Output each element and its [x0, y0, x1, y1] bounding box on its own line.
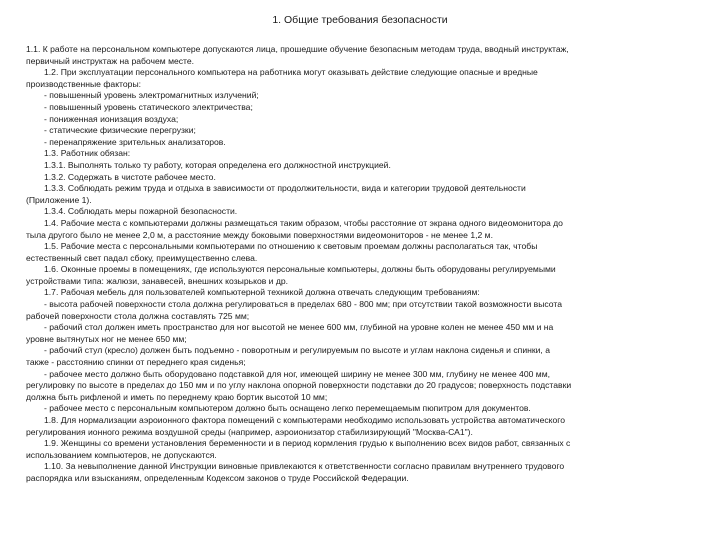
text-line: - перенапряжение зрительных анализаторов.	[44, 136, 226, 147]
text-line: - рабочий стол должен иметь пространство для ног высотой не менее 600 мм, глубиной на уровне колен не менее 450 мм и на	[44, 322, 554, 333]
text-line: - высота рабочей поверхности стола должна регулироваться в пределах 680 - 800 мм; при отсутствии такой возможности высота	[44, 299, 562, 310]
text-line: - повышенный уровень статического электричества;	[44, 101, 253, 112]
text-line: - рабочее место должно быть оборудовано подставкой для ног, имеющей ширину не менее 300 мм, глубину не менее 400 мм,	[44, 368, 550, 379]
text-line: должна быть рифленой и иметь по переднему краю бортик высотой 10 мм;	[26, 391, 328, 402]
text-line: регулирования ионного режима воздушной среды (например, аэроионизатор стабилизирующий "Москва-СА1").	[26, 426, 473, 437]
text-line: 1.5. Рабочие места с персональными компьютерами по отношению к световым проемам должны располагаться так, чтобы	[44, 241, 538, 252]
text-line: использованием компьютеров, не допускаются.	[26, 449, 217, 460]
text-line: 1.3.3. Соблюдать режим труда и отдыха в зависимости от продолжительности, вида и категории трудовой деятельности	[44, 183, 526, 194]
text-line: 1.6. Оконные проемы в помещениях, где используются персональные компьютеры, должны быть оборудованы регулируемыми	[44, 264, 556, 275]
text-line: тыла другого было не менее 2,0 м, а расстояние между боковыми поверхностями видеомониторов - не менее 1,2 м.	[26, 229, 493, 240]
text-line: устройствами типа: жалюзи, занавесей, внешних козырьков и др.	[26, 275, 289, 286]
text-line: 1.10. За невыполнение данной Инструкции виновные привлекаются к ответственности согласно правилам внутреннего трудового	[44, 461, 565, 472]
text-line: - статические физические перегрузки;	[44, 125, 196, 136]
text-line: регулировку по высоте в пределах до 150 мм и по углу наклона опорной поверхности подставки до 20 градусов; поверхность подставки	[26, 380, 572, 391]
section-title: 1. Общие требования безопасности	[272, 14, 448, 26]
text-line: производственные факторы:	[26, 78, 142, 89]
document-body	[26, 44, 698, 485]
text-line: рабочей поверхности стола должна составлять 725 мм;	[26, 310, 250, 321]
text-line: (Приложение 1).	[26, 194, 92, 205]
text-line: - повышенный уровень электромагнитных излучений;	[44, 90, 259, 101]
text-line: первичный инструктаж на рабочем месте.	[26, 55, 195, 66]
text-line: - рабочее место с персональным компьютером должно быть оснащено легко перемещаемым пюпитром для документов.	[44, 403, 531, 414]
text-line: - рабочий стул (кресло) должен быть подъемно - поворотным и регулируемым по высоте и углам наклона сиденья и спинки, а	[44, 345, 550, 356]
text-line: 1.3.4. Соблюдать меры пожарной безопасности.	[44, 206, 238, 217]
text-line: 1.3.1. Выполнять только ту работу, которая определена его должностной инструкцией.	[44, 159, 391, 170]
text-line: 1.3.2. Содержать в чистоте рабочее место.	[44, 171, 216, 182]
text-line: 1.9. Женщины со времени установления беременности и в период кормления грудью к выполнению всех видов работ, связанных с	[44, 438, 571, 449]
text-line: 1.2. При эксплуатации персонального компьютера на работника могут оказывать действие следующие опасные и вредные	[44, 67, 538, 78]
text-line: распорядка или взысканиям, определенным Кодексом законов о труде Российской Федерации.	[26, 472, 409, 483]
text-line: естественный свет падал сбоку, преимущественно слева.	[26, 252, 258, 263]
text-line: уровне вытянутых ног не менее 650 мм;	[26, 333, 187, 344]
text-line: - пониженная ионизация воздуха;	[44, 113, 179, 124]
text-line: 1.1. К работе на персональном компьютере допускаются лица, прошедшие обучение безопасным методам труда, вводный инструктаж,	[26, 44, 569, 54]
text-line: 1.3. Работник обязан:	[44, 148, 131, 159]
text-line: 1.8. Для нормализации аэроионного фактора помещений с компьютерами необходимо использовать устройства автоматического	[44, 415, 566, 425]
text-line: 1.7. Рабочая мебель для пользователей компьютерной техникой должна отвечать следующим требованиям:	[44, 287, 480, 298]
text-line: 1.4. Рабочие места с компьютерами должны размещаться таким образом, чтобы расстояние от экрана одного видеомонитора до	[44, 217, 563, 228]
text-line: также - расстоянию спинки от переднего края сиденья;	[26, 357, 246, 368]
